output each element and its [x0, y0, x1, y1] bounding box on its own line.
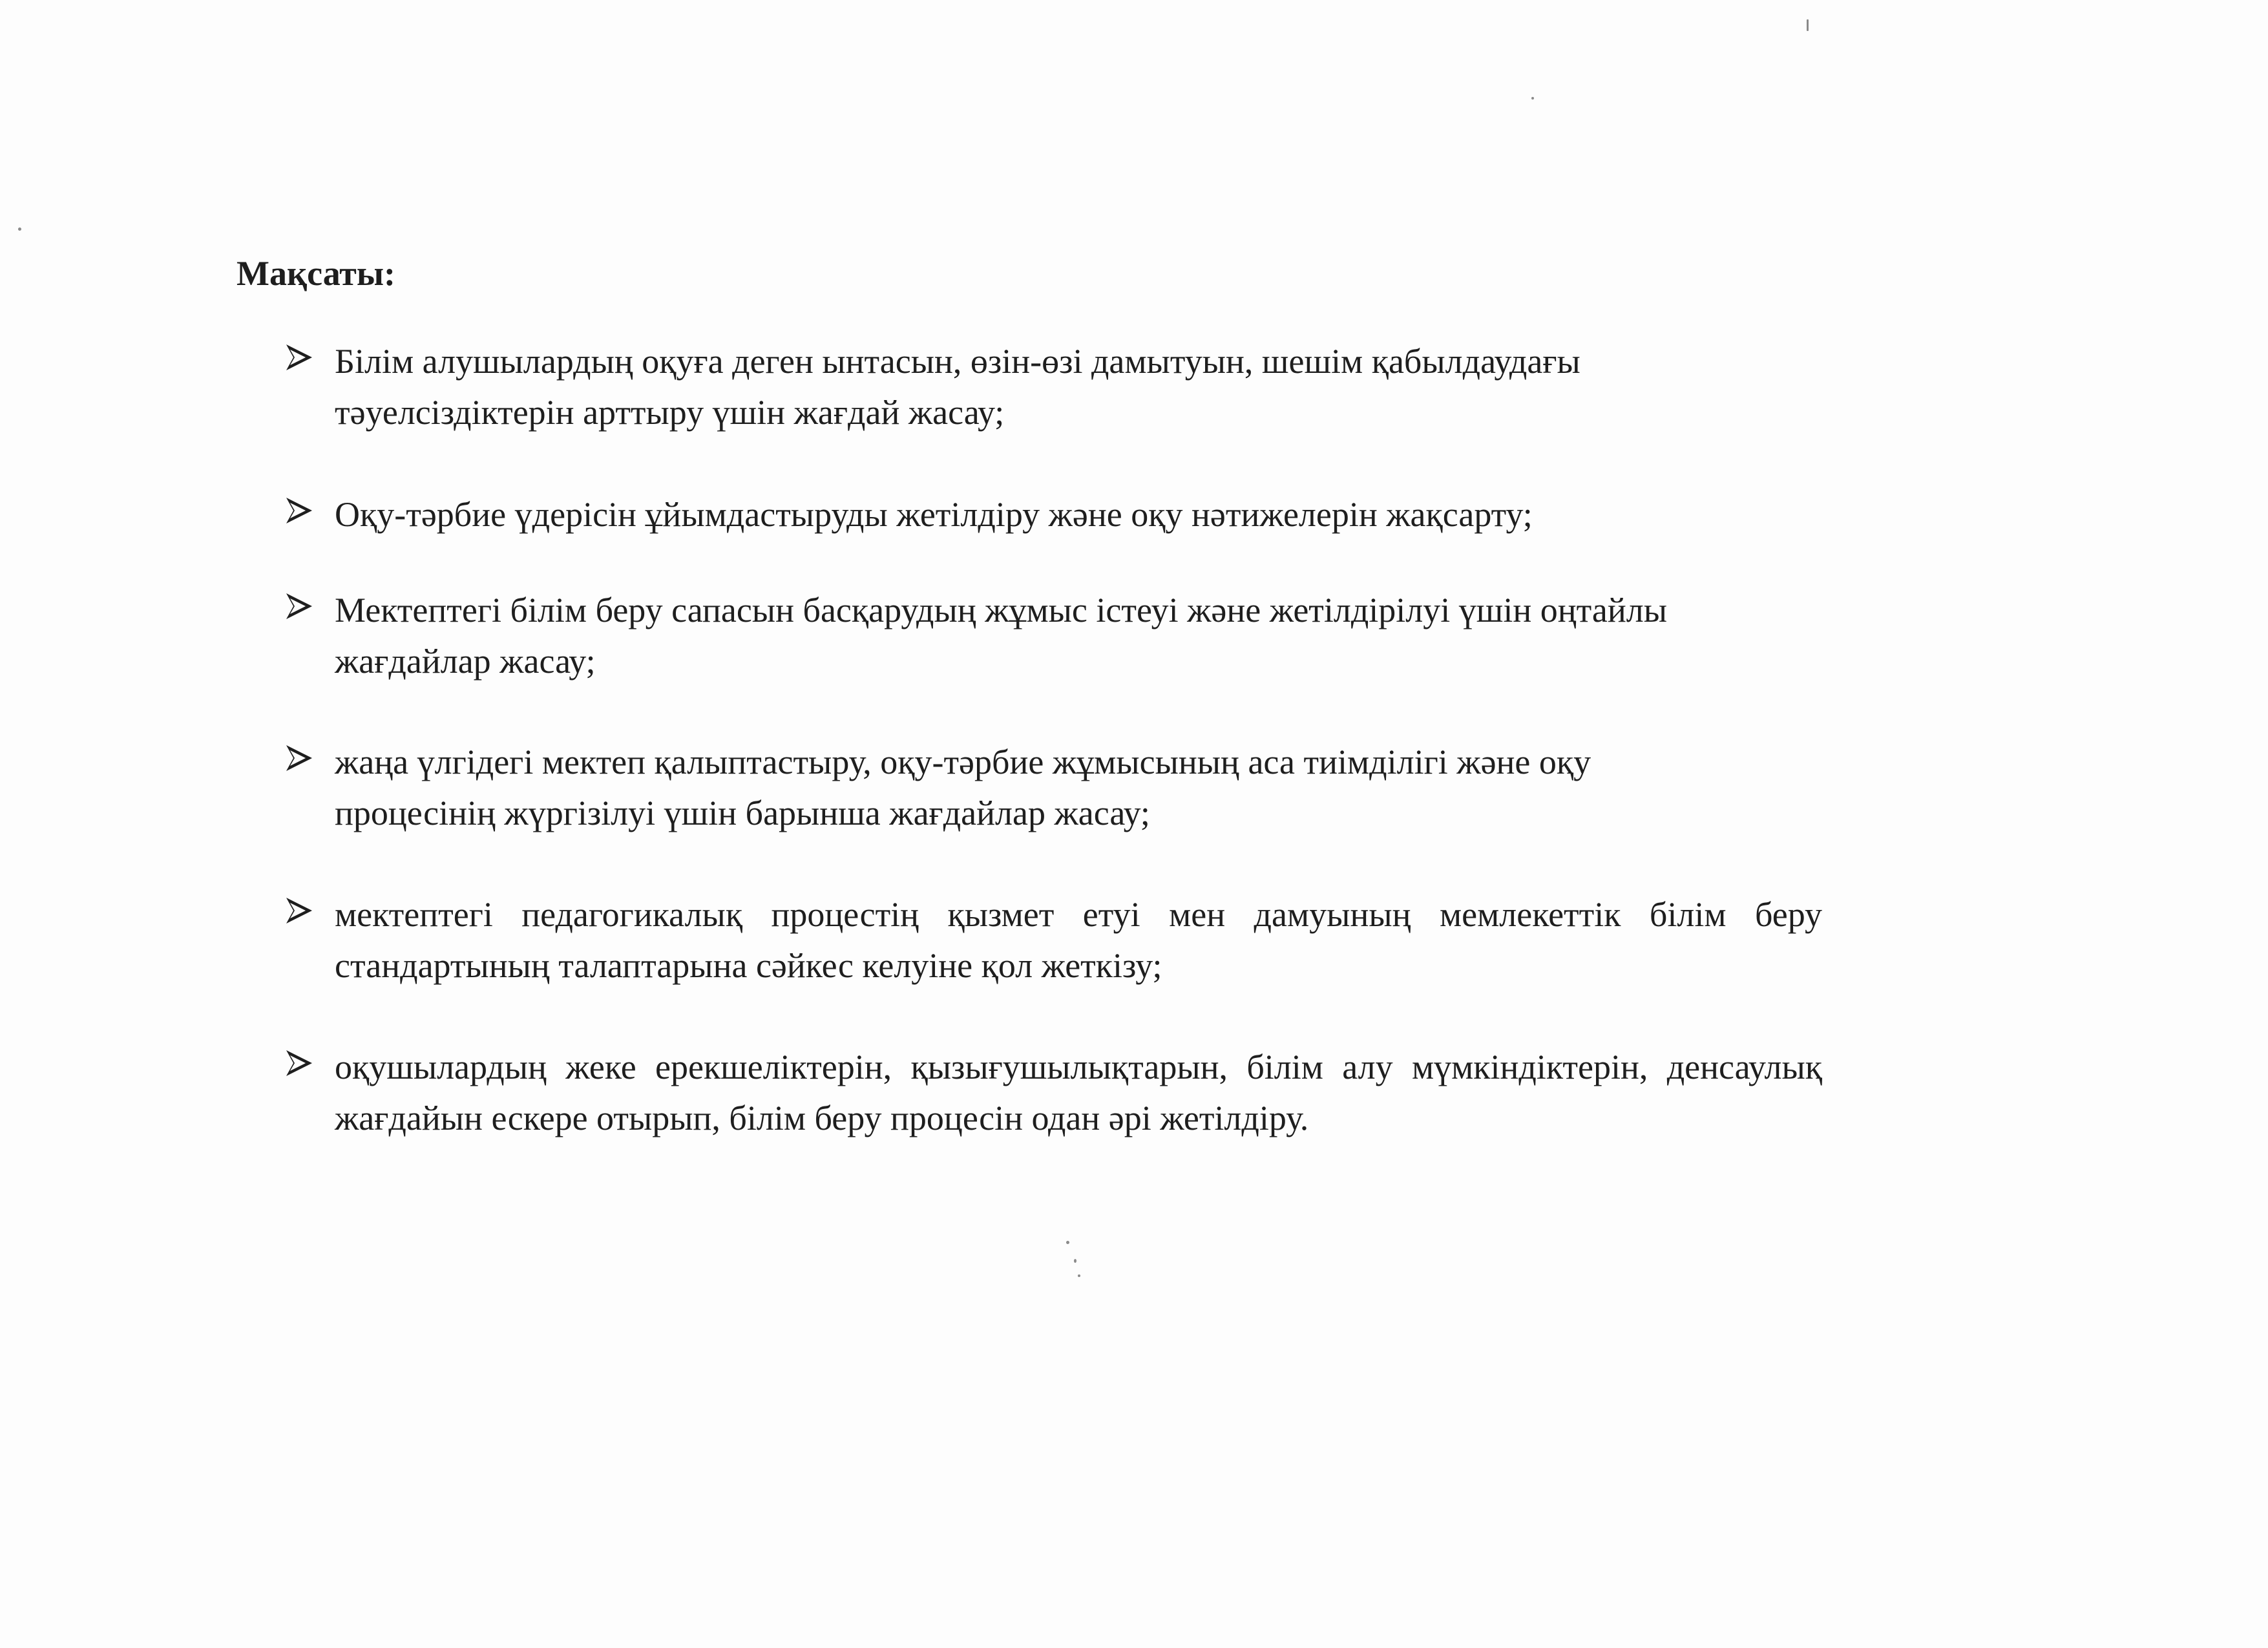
heading: Мақсаты: — [236, 254, 395, 293]
goal-item-1 — [284, 336, 1822, 438]
goal-text: Оқу-тәрбие үдерісін ұйымдастыруды жетілдіру және оқу нәтижелерін жақсарту; — [335, 495, 1533, 534]
arrowhead-bullet-icon — [284, 1048, 314, 1078]
goal-text: оқушылардың жеке ерекшеліктерін, қызығушылықтарын, білім алу мүмкіндіктерін, денсаулық жағдайын ескере отырып, білім беру процесін одан әрі жетілдіру. — [335, 1048, 1822, 1137]
arrowhead-bullet-icon — [284, 743, 314, 773]
arrowhead-bullet-icon — [284, 591, 314, 621]
scan-speck — [1531, 97, 1534, 100]
arrowhead-bullet-icon — [284, 496, 314, 525]
scan-speck — [18, 227, 21, 231]
scan-speck — [1078, 1274, 1080, 1277]
goal-text: Білім алушылардың оқуға деген ынтасын, өзін-өзі дамытуын, шешім қабылдаудағы тәуелсіздіктерін арттыру үшін жағдай жасау; — [335, 342, 1580, 432]
scan-speck — [1066, 1241, 1069, 1244]
goal-item-5 — [284, 889, 1822, 991]
scan-speck — [1807, 19, 1809, 31]
goal-item-3 — [284, 585, 1822, 687]
goal-item-2 — [284, 489, 1822, 540]
scan-speck — [1074, 1259, 1076, 1263]
goal-item-6 — [284, 1042, 1822, 1144]
goal-text: мектептегі педагогикалық процестің қызмет етуі мен дамуының мемлекеттік білім беру стандартының талаптарына сәйкес келуіне қол жеткізу; — [335, 895, 1822, 985]
goal-item-4 — [284, 737, 1822, 839]
goal-text: Мектептегі білім беру сапасын басқарудың жұмыс істеуі және жетілдірілуі үшін оңтайлы жағдайлар жасау; — [335, 591, 1667, 681]
arrowhead-bullet-icon — [284, 343, 314, 372]
arrowhead-bullet-icon — [284, 896, 314, 925]
goal-text: жаңа үлгідегі мектеп қалыптастыру, оқу-тәрбие жұмысының аса тиімділігі және оқу процесінің жүргізілуі үшін барынша жағдайлар жасау; — [335, 743, 1591, 832]
